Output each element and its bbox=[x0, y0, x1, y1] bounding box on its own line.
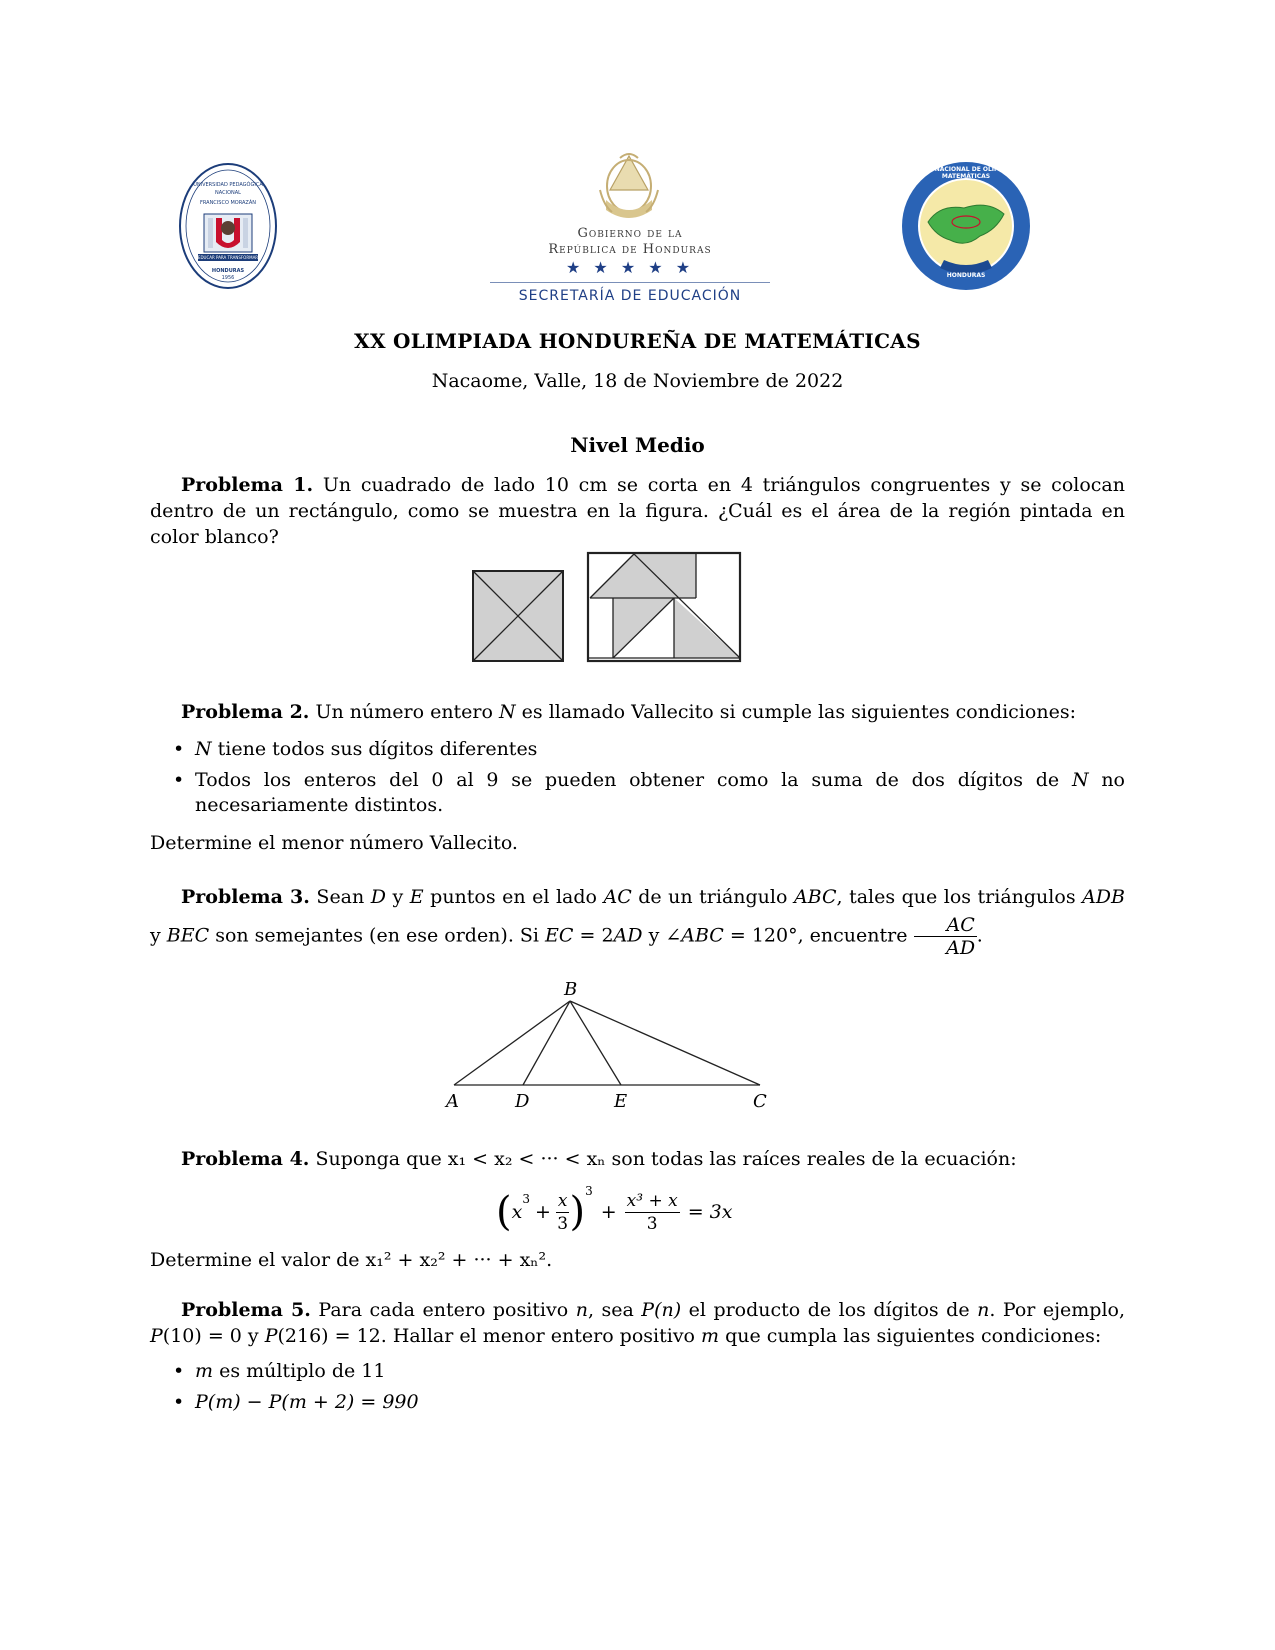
secretaria-label: SECRETARÍA DE EDUCACIÓN bbox=[518, 288, 742, 304]
figure-1-rectangle bbox=[588, 553, 740, 661]
p3-frac-den: AD bbox=[946, 937, 976, 959]
eq-paren-open: ( bbox=[496, 1189, 512, 1235]
coat-of-arms-icon bbox=[598, 150, 660, 224]
problem-3-label: Problema 3. bbox=[181, 886, 310, 908]
p5-v-n: n bbox=[575, 1299, 588, 1321]
olympiad-committee-logo bbox=[900, 160, 1032, 292]
p5-v-p216: P bbox=[264, 1325, 278, 1347]
government-line-1: Gobierno de la bbox=[577, 226, 683, 241]
p5-v-n2: n bbox=[977, 1299, 990, 1321]
problem-4-closing: Determine el valor de x₁² + x₂² + ··· + xₙ². bbox=[150, 1249, 553, 1271]
bullet-text: tiene todos sus dígitos diferentes bbox=[211, 738, 538, 760]
p3-v3: AC bbox=[603, 886, 632, 908]
eq-frac-1-den: 3 bbox=[557, 1213, 569, 1234]
p5-f: (216) = 12. Hallar el menor entero positivo bbox=[277, 1325, 702, 1347]
bullet-icon: • bbox=[173, 1391, 185, 1413]
problem-2 bbox=[150, 699, 1125, 725]
bullet-text-b: no necesariamente distintos. bbox=[195, 769, 1125, 816]
problem-2-intro-b: es llamado Vallecito si cumple las siguientes condiciones: bbox=[515, 701, 1076, 723]
p3-v1: D bbox=[370, 886, 386, 908]
problem-3 bbox=[150, 880, 1125, 959]
vertex-c-label: C bbox=[753, 1091, 767, 1112]
p5-a: Para cada entero positivo bbox=[318, 1299, 576, 1321]
p3-v9: ABC bbox=[681, 924, 724, 947]
eq-frac-2 bbox=[625, 1190, 680, 1235]
eq-frac-1 bbox=[556, 1190, 570, 1235]
government-stars: ★ ★ ★ ★ ★ bbox=[565, 258, 695, 277]
figure-3-triangle bbox=[440, 975, 800, 1115]
bullet-icon: • bbox=[173, 738, 185, 760]
problem-2-intro-a: Un número entero bbox=[315, 701, 499, 723]
bullet-var: N bbox=[1071, 769, 1089, 791]
problem-1-text: Un cuadrado de lado 10 cm se corta en 4 triángulos congruentes y se colocan dentro de un rectángulo, como se muestra en la figura. ¿Cuál es el área de la región pintada en color blanco? bbox=[150, 474, 1125, 548]
eq-rhs: = 3x bbox=[687, 1201, 733, 1223]
upn-name: FRANCISCO MORAZÁN bbox=[200, 200, 256, 206]
eq-x-cube: 3 bbox=[522, 1192, 530, 1206]
government-logo bbox=[480, 150, 780, 310]
problem-4 bbox=[150, 1146, 1125, 1172]
p3-fraction bbox=[914, 914, 977, 959]
p3-v7: EC bbox=[545, 924, 574, 947]
bullet-text: es múltiplo de 11 bbox=[213, 1360, 386, 1382]
p3-t1: Sean bbox=[316, 886, 371, 908]
upn-year: 1956 bbox=[221, 275, 235, 281]
p3-t10: = 120°, encuentre bbox=[723, 924, 914, 947]
p5-d: . Por ejemplo, bbox=[989, 1299, 1125, 1321]
bullet-text-a: Todos los enteros del 0 al 9 se pueden obtener como la suma de dos dígitos de bbox=[195, 769, 1072, 791]
upn-ring-top: UNIVERSIDAD PEDAGÓGICA bbox=[193, 182, 263, 188]
level-heading: Nivel Medio bbox=[570, 433, 705, 457]
p3-v4: ABC bbox=[793, 886, 837, 908]
problem-2-bullet-2 bbox=[174, 768, 1125, 818]
upn-country: HONDURAS bbox=[211, 268, 245, 274]
vertex-a-label: A bbox=[446, 1091, 459, 1112]
p5-b: , sea bbox=[587, 1299, 642, 1321]
p3-v2: E bbox=[409, 886, 424, 908]
bullet-icon: • bbox=[173, 769, 185, 791]
problem-2-closing: Determine el menor número Vallecito. bbox=[150, 832, 518, 854]
eq-plus-2: + bbox=[600, 1201, 617, 1223]
problem-2-bullet-1 bbox=[174, 737, 1125, 762]
equation-4 bbox=[496, 1184, 732, 1238]
government-line-2: República de Honduras bbox=[548, 242, 712, 257]
problem-5 bbox=[150, 1297, 1125, 1349]
problem-4-label: Problema 4. bbox=[181, 1148, 310, 1170]
bullet-text: P(m) − P(m + 2) = 990 bbox=[195, 1391, 419, 1413]
figure-1 bbox=[470, 550, 746, 666]
vertex-e-label: E bbox=[614, 1091, 628, 1112]
upn-ring-mid: NACIONAL bbox=[215, 190, 241, 196]
p5-v-p10: P bbox=[150, 1325, 163, 1347]
eq-paren-close: ) bbox=[569, 1189, 586, 1235]
committee-banner: HONDURAS bbox=[946, 272, 986, 279]
p5-g: que cumpla las siguientes condiciones: bbox=[719, 1325, 1102, 1347]
p5-v-m: m bbox=[701, 1325, 720, 1347]
problem-4-intro: Suponga que x₁ < x₂ < ··· < xₙ son todas las raíces reales de la ecuación: bbox=[315, 1148, 1017, 1170]
bullet-var: N bbox=[195, 738, 212, 760]
p3-t8: = 2 bbox=[573, 924, 614, 947]
p3-t7: son semejantes (en ese orden). Si bbox=[209, 924, 546, 947]
vertex-b-label: B bbox=[564, 979, 578, 1000]
page-title: XX OLIMPIADA HONDUREÑA DE MATEMÁTICAS bbox=[354, 329, 921, 353]
eq-frac-2-num: x³ + x bbox=[626, 1190, 678, 1211]
p3-t3: puntos en el lado bbox=[423, 886, 604, 908]
problem-5-label: Problema 5. bbox=[181, 1299, 311, 1321]
p3-v8: AD bbox=[613, 924, 643, 947]
problem-1-label: Problema 1. bbox=[181, 474, 314, 496]
p3-v5: ADB bbox=[1082, 886, 1125, 908]
bullet-var: m bbox=[195, 1360, 214, 1382]
p3-t6: y bbox=[150, 924, 167, 947]
p3-t5: , tales que los triángulos bbox=[836, 886, 1083, 908]
eq-x: x bbox=[511, 1201, 523, 1223]
p3-frac-num: AC bbox=[914, 914, 977, 937]
p3-t9: y ∠ bbox=[642, 924, 682, 947]
problem-2-label: Problema 2. bbox=[181, 701, 310, 723]
p5-v-pn: P(n) bbox=[641, 1299, 682, 1321]
p3-t4: de un triángulo bbox=[631, 886, 794, 908]
problem-5-bullet-2 bbox=[174, 1390, 1125, 1415]
p5-e: (10) = 0 y bbox=[162, 1325, 265, 1347]
eq-frac-1-num: x bbox=[557, 1190, 568, 1211]
committee-ring-text: COMITÉ NACIONAL DE OLIMPIADAS MATEMÁTICAS bbox=[906, 166, 1026, 180]
figure-1-square bbox=[473, 571, 563, 661]
upn-logo bbox=[178, 162, 278, 290]
eq-plus-1: + bbox=[534, 1201, 551, 1223]
upn-motto: EDUCAR PARA TRANSFORMAR bbox=[197, 255, 259, 260]
eq-frac-2-den: 3 bbox=[646, 1213, 658, 1234]
p5-c: el producto de los dígitos de bbox=[681, 1299, 978, 1321]
government-divider bbox=[490, 282, 770, 283]
problem-5-bullet-1 bbox=[174, 1359, 1125, 1384]
p3-t2: y bbox=[386, 886, 410, 908]
problem-1 bbox=[150, 472, 1125, 550]
problem-2-var-n: N bbox=[499, 701, 516, 723]
vertex-d-label: D bbox=[515, 1091, 530, 1112]
place-date: Nacaome, Valle, 18 de Noviembre de 2022 bbox=[431, 370, 844, 392]
eq-outer-cube: 3 bbox=[585, 1184, 593, 1198]
bullet-icon: • bbox=[173, 1360, 185, 1382]
p3-t11: . bbox=[976, 924, 983, 947]
p3-v6: BEC bbox=[166, 924, 210, 947]
